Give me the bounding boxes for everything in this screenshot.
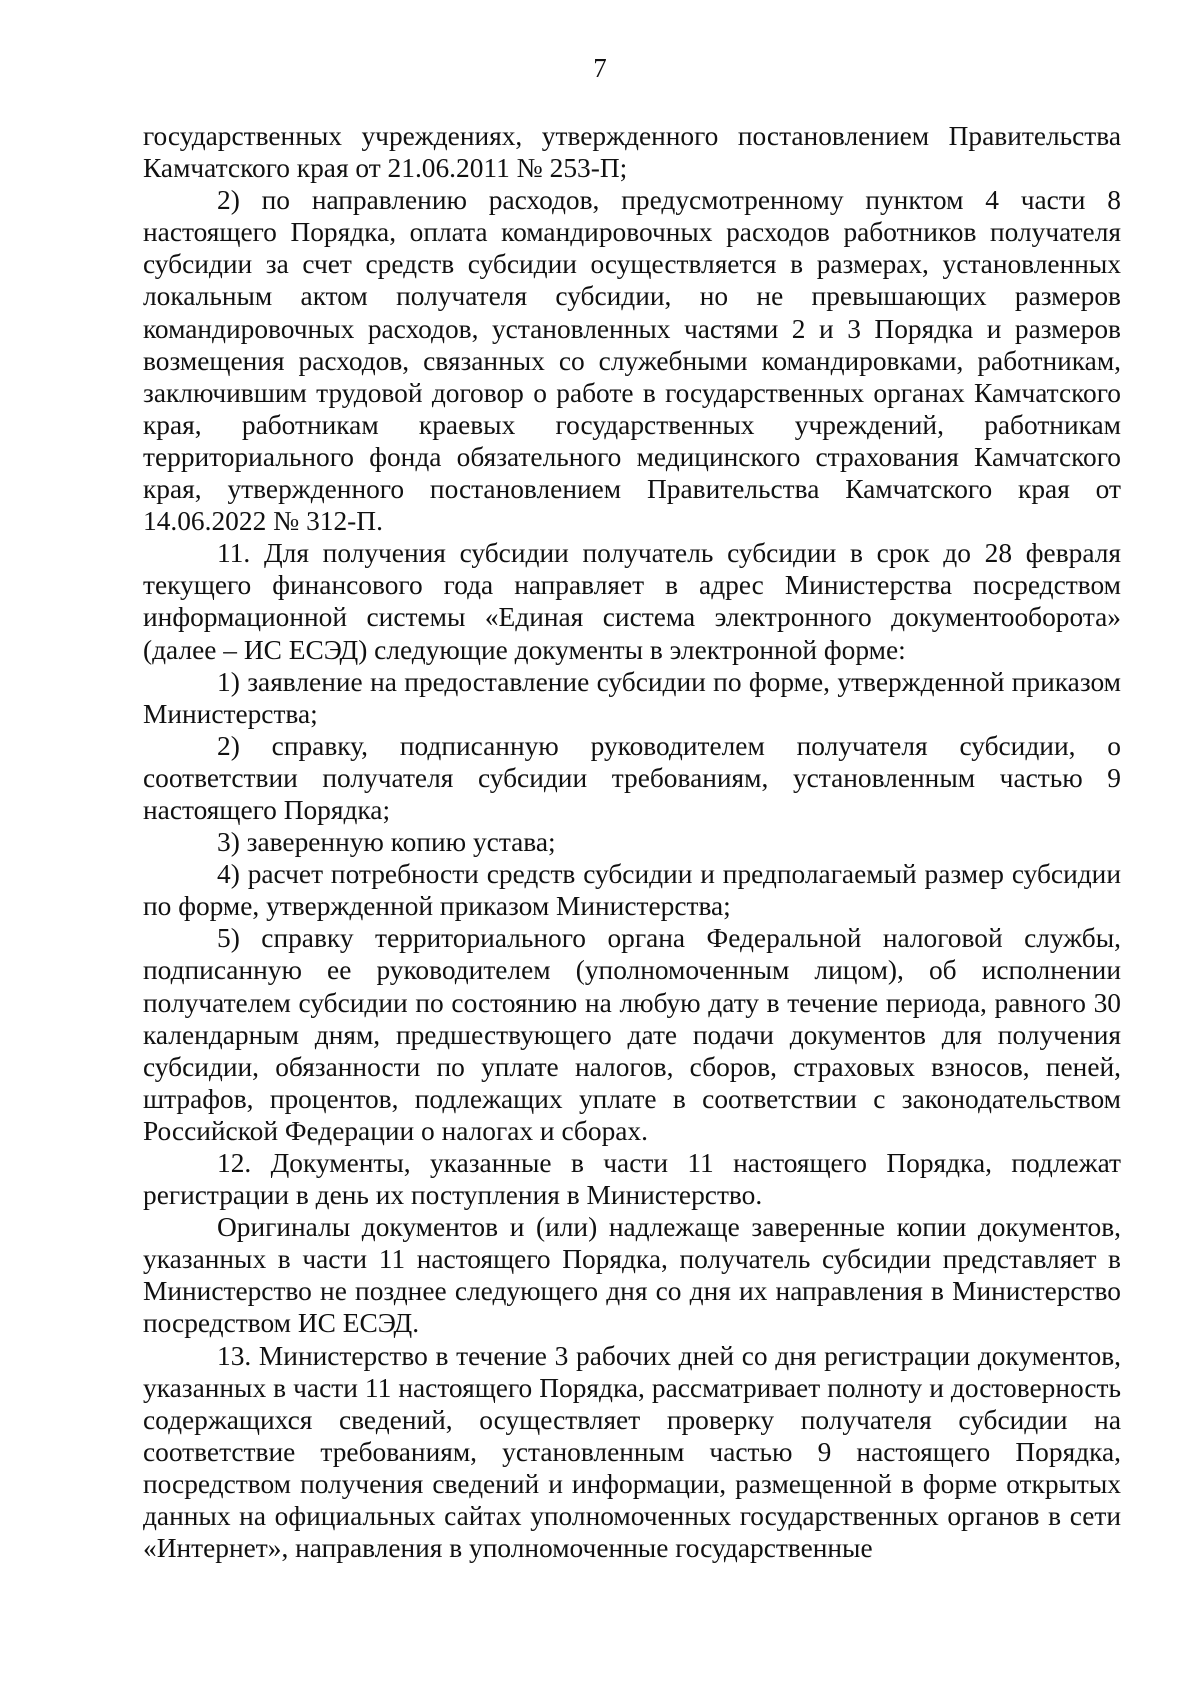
paragraph-continuation: государственных учреждениях, утвержденного постановлением Правительства Камчатского края от 21.06.2011 № 253-П; (143, 121, 1121, 184)
paragraph-originals: Оригиналы документов и (или) надлежаще заверенные копии документов, указанных в части 11 настоящего Порядка, получатель субсидии представляет в Министерство не позднее следующего дня со дня их направления в Министерство посредством ИС ЕСЭД. (143, 1212, 1121, 1339)
list-item-application: 1) заявление на предоставление субсидии по форме, утвержденной приказом Министерства; (143, 666, 1121, 729)
list-item-tax-certificate: 5) справку территориального органа Федеральной налоговой службы, подписанную ее руководителем (уполномоченным лицом), об исполнении получателем субсидии по состоянию на любую дату в течение периода, равного 30 календарным дням, предшествующего дате подачи документов для получения субсидии, обязанности по уплате налогов, сборов, страховых взносов, пеней, штрафов, процентов, подлежащих уплате в соответствии с законодательством Российской Федерации о налогах и сборах. (143, 923, 1121, 1146)
list-item-subsidy-calculation: 4) расчет потребности средств субсидии и предполагаемый размер субсидии по форме, утвержденной приказом Министерства; (143, 859, 1121, 922)
paragraph-section-13: 13. Министерство в течение 3 рабочих дней со дня регистрации документов, указанных в части 11 настоящего Порядка, рассматривает полноту и достоверность содержащихся сведений, осуществляет проверку получателя субсидии на соответствие требованиям, установленным частью 9 настоящего Порядка, посредством получения сведений и информации, размещенной в форме открытых данных на официальных сайтах уполномоченных государственных органов в сети «Интернет», направления в уполномоченные государственные (143, 1340, 1121, 1564)
list-item-compliance-certificate: 2) справку, подписанную руководителем получателя субсидии, о соответствии получателя субсидии требованиям, установленным частью 9 настоящего Порядка; (143, 730, 1121, 825)
document-body (143, 120, 1121, 1564)
list-item-charter-copy: 3) заверенную копию устава; (217, 827, 556, 858)
paragraph-item-2-travel-expenses: 2) по направлению расходов, предусмотренному пунктом 4 части 8 настоящего Порядка, оплата командировочных расходов работников получателя субсидии за счет средств субсидии осуществляется в размерах, установленных локальным актом получателя субсидии, но не превышающих размеров командировочных расходов, установленных частями 2 и 3 Порядка и размеров возмещения расходов, связанных со служебными командировками, работникам, заключившим трудовой договор о работе в государственных органах Камчатского края, работникам краевых государственных учреждений, работникам территориального фонда обязательного медицинского страхования Камчатского края, утвержденного постановлением Правительства Камчатского края от 14.06.2022 № 312-П. (143, 185, 1121, 537)
paragraph-section-12: 12. Документы, указанные в части 11 настоящего Порядка, подлежат регистрации в день их поступления в Министерство. (143, 1148, 1121, 1211)
paragraph-section-11: 11. Для получения субсидии получатель субсидии в срок до 28 февраля текущего финансового года направляет в адрес Министерства посредством информационной системы «Единая система электронного документооборота» (далее – ИС ЕСЭД) следующие документы в электронной форме: (143, 538, 1121, 665)
page-number: 7 (593, 53, 607, 83)
